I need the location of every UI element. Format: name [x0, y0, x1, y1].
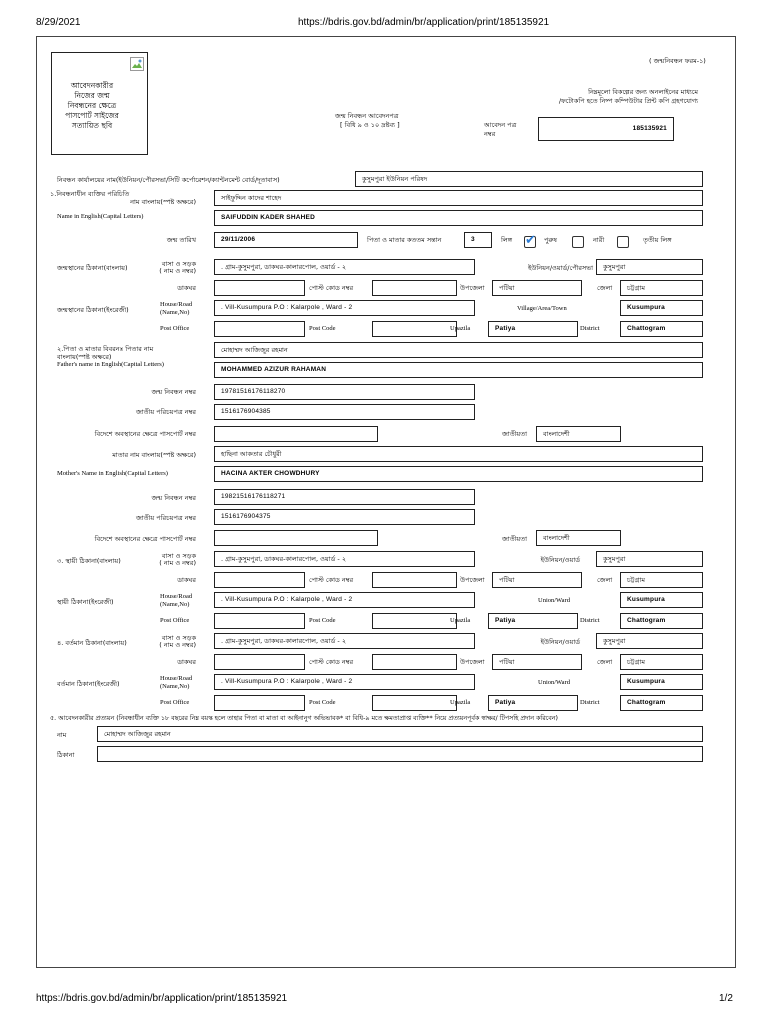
online-note-1: নিম্নমূলো বিকল্পের জন্য অনলাইনের মাধ্যমে [588, 88, 698, 96]
father-passport-label: বিদেশে অবস্থানের ক্ষেত্রে পাসপোর্ট নম্বর [94, 430, 196, 438]
birth-upazila-bn-label: উপজেলা [460, 284, 485, 292]
perm-district-bn: চট্টগ্রাম [620, 572, 703, 588]
sex-third-checkbox[interactable] [617, 236, 629, 248]
perm-house-en: . Vill-Kusumpura P.O : Kalarpole , Ward - 2 [214, 592, 475, 608]
pres-union-en: Kusumpura [620, 674, 703, 690]
perm-union-en-label: Union/Ward [538, 597, 570, 604]
father-brn: 19781516176118270 [214, 384, 475, 400]
birth-postcode-en-label: Post Code [309, 325, 336, 332]
sex-male-label: পুরুষ [544, 236, 557, 244]
father-nid-label: জাতীয় পরিচয়পত্র নম্বর [135, 408, 196, 416]
perm-union-bn: কুসুমপুরা [596, 551, 703, 567]
pres-house-bn: . গ্রাম-কুসুমপুরা, ডাকঘর-কালারপোল, ওয়ার্ড - ২ [214, 633, 475, 649]
mother-passport-label: বিদেশে অবস্থানের ক্ষেত্রে পাসপোর্ট নম্বর [94, 535, 196, 543]
applicant-address-label: ঠিকানা [57, 751, 75, 759]
permanent-en-label: স্থায়ী ঠিকানা(ইংরেজী) [57, 598, 114, 606]
child-order-label: পিতা ও মাতার কততম সন্তান [367, 236, 442, 244]
pres-upazila-en-label: Upazila [450, 699, 471, 706]
present-en-label: বর্তমান ঠিকানা(ইংরেজী) [57, 680, 120, 688]
father-passport [214, 426, 378, 442]
pres-house-en-label-1: House/Road [160, 675, 193, 682]
father-brn-label: জন্ম নিবন্ধন নম্বর [151, 388, 196, 396]
birth-village-en: Kusumpura [620, 300, 703, 316]
perm-po-bn [214, 572, 305, 588]
birth-village-en-label: Village/Area/Town [517, 305, 567, 312]
present-bn-label: ৪. বর্তমান ঠিকানা(বাংলায়) [57, 639, 127, 647]
office-value: কুসুমপুরা ইউনিয়ন পরিষদ [355, 171, 703, 187]
birth-place-bn-label: জন্মস্থানের ঠিকানা(বাংলায়) [57, 264, 128, 272]
perm-postcode-en [372, 613, 457, 629]
perm-upazila-bn: পটিয়া [492, 572, 582, 588]
birth-postcode-en [372, 321, 457, 337]
birth-po-en [214, 321, 305, 337]
father-section-label-2: বাংলায়(স্পষ্ট অক্ষরে) [57, 353, 112, 361]
form-number: ( জন্মনিবন্ধন ফরম-১) [649, 57, 706, 65]
pres-postcode-bn-label: পোস্ট কোড নম্বর [309, 658, 354, 666]
birth-house-bn-label-2: ( নাম ও নম্বর) [159, 267, 196, 275]
perm-postcode-bn [372, 572, 457, 588]
perm-postcode-bn-label: পোস্ট কোড নম্বর [309, 576, 354, 584]
birth-upazila-en: Patiya [488, 321, 578, 337]
perm-district-bn-label: জেলা [597, 576, 613, 584]
pres-postcode-en [372, 695, 457, 711]
mother-name-bn: হাছিনা আকতার চৌধুরী [214, 446, 703, 462]
perm-house-bn-label-1: বাসা ও সড়ক [161, 552, 196, 560]
form-rule: [ বিধি ৯ ও ১০ দ্রষ্টব্য ] [340, 121, 400, 129]
birth-upazila-bn: পটিয়া [492, 280, 582, 296]
dob-label: জন্ম তারিখ [166, 236, 196, 244]
mother-nationality-label: জাতীয়তা [502, 535, 528, 543]
online-note-2: /ফটোকপি হতে নিষ্প কম্পিউটার প্রিন্ট কপি গ্রহণযোগ্য [558, 97, 698, 105]
dob-value: 29/11/2006 [214, 232, 358, 248]
mother-nid-label: জাতীয় পরিচয়পত্র নম্বর [135, 514, 196, 522]
sex-third-label: তৃতীয় লিঙ্গ [643, 236, 672, 244]
birth-district-bn-label: জেলা [597, 284, 613, 292]
pres-upazila-en: Patiya [488, 695, 578, 711]
section-1-label: ১.নিবন্ধনাধীন ব্যক্তির পরিচিতি [50, 190, 130, 198]
pres-district-bn-label: জেলা [597, 658, 613, 666]
form-title: জন্ম নিবন্ধন আবেদনপত্র [335, 112, 399, 120]
perm-po-bn-label: ডাকঘর [177, 576, 196, 584]
sex-male-checkbox[interactable] [524, 233, 536, 248]
registrant-name-en: SAIFUDDIN KADER SHAHED [214, 210, 703, 226]
pres-upazila-bn: পটিয়া [492, 654, 582, 670]
print-url-header: https://bdris.gov.bd/admin/br/application/print/185135921 [298, 17, 550, 28]
perm-po-en [214, 613, 305, 629]
pres-district-en-label: District [580, 699, 600, 706]
print-url-footer: https://bdris.gov.bd/admin/br/application/print/185135921 [36, 993, 288, 1004]
perm-union-bn-label: ইউনিয়ন/ওয়ার্ড [540, 556, 580, 564]
registrant-name-bn: সাইফুদ্দিন কাদের শাহেদ [214, 190, 703, 206]
sex-female-checkbox[interactable] [572, 236, 584, 248]
birth-union-bn: কুসুমপুরা [596, 259, 703, 275]
birth-house-en-label-1: House/Road [160, 301, 193, 308]
pres-house-bn-label-2: ( নাম ও নম্বর) [159, 641, 196, 649]
app-no-label-1: আবেদন পত্র [484, 121, 517, 129]
birth-po-bn-label: ডাকঘর [177, 284, 196, 292]
birth-po-bn [214, 280, 305, 296]
birth-house-en: . Vill-Kusumpura P.O : Kalarpole , Ward - 2 [214, 300, 475, 316]
father-section-label-1: ২.পিতা ও মাতার বিবরনঃ পিতার নাম [57, 345, 154, 353]
pres-po-bn [214, 654, 305, 670]
birth-postcode-bn [372, 280, 457, 296]
pres-po-en-label: Post Office [160, 699, 190, 706]
name-bn-label: নাম বাংলায়(স্পষ্ট অক্ষরে) [130, 198, 196, 206]
applicant-name: মোহাম্মদ আজিজুর রহমান [97, 726, 703, 742]
pres-district-en: Chattogram [620, 695, 703, 711]
sex-label: লিঙ্গ [501, 236, 513, 244]
perm-district-en-label: District [580, 617, 600, 624]
permanent-bn-label: ৩. স্থায়ী ঠিকানা(বাংলায়) [57, 557, 121, 565]
pres-union-bn-label: ইউনিয়ন/ওয়ার্ড [540, 638, 580, 646]
child-order-value: 3 [464, 232, 492, 248]
pres-house-en-label-2: (Name,No) [160, 683, 190, 690]
father-nationality: বাংলাদেশী [536, 426, 621, 442]
pres-postcode-en-label: Post Code [309, 699, 336, 706]
sex-female-label: নারী [593, 236, 605, 244]
pres-district-bn: চট্টগ্রাম [620, 654, 703, 670]
birth-house-bn-label-1: বাসা ও সড়ক [161, 260, 196, 268]
perm-district-en: Chattogram [620, 613, 703, 629]
father-nationality-label: জাতীয়তা [502, 430, 528, 438]
perm-house-bn: . গ্রাম-কুসুমপুরা, ডাকঘর-কালারপোল, ওয়ার্ড - ২ [214, 551, 475, 567]
birth-district-en: Chattogram [620, 321, 703, 337]
application-number: 185135921 [538, 117, 674, 141]
mother-brn-label: জন্ম নিবন্ধন নম্বর [151, 494, 196, 502]
birth-union-bn-label: ইউনিয়ন/ওয়ার্ড/পৌরসভা [527, 264, 593, 272]
father-name-en: MOHAMMED AZIZUR RAHAMAN [214, 362, 703, 378]
birth-place-en-label: জন্মস্থানের ঠিকানা(ইংরেজী) [57, 306, 129, 314]
birth-district-bn: চট্টগ্রাম [620, 280, 703, 296]
photo-box [51, 52, 148, 155]
perm-postcode-en-label: Post Code [309, 617, 336, 624]
perm-upazila-bn-label: উপজেলা [460, 576, 485, 584]
perm-upazila-en-label: Upazila [450, 617, 471, 624]
pres-house-bn-label-1: বাসা ও সড়ক [161, 634, 196, 642]
applicant-section-label: ৫. আবেদনকারীর প্রত্যয়ন (নিবন্ধাধীন ব্যক্তি ১৮ বছরের নিম্ন বয়স্ক হলে তাহার পিতা বা মাতা বা আইনানুগ অভিভাবক* বা বিধি-৯ মতে ক্ষমতাপ্রাপ্ত ব্যক্তি** নিয়ে প্রত্যয়নপূর্বক স্বাক্ষর/ টিপসহি প্রদান করিবেন) [50, 715, 558, 722]
pres-upazila-bn-label: উপজেলা [460, 658, 485, 666]
mother-name-bn-label: মাতার নাম বাংলায়(স্পষ্ট অক্ষরে) [112, 451, 196, 459]
perm-house-en-label-2: (Name,No) [160, 601, 190, 608]
birth-po-en-label: Post Office [160, 325, 190, 332]
father-name-bn: মোহাম্মদ আজিজুর রহমান [214, 342, 703, 358]
pres-house-en: . Vill-Kusumpura P.O : Kalarpole , Ward - 2 [214, 674, 475, 690]
birth-upazila-en-label: Upazila [450, 325, 471, 332]
mother-passport [214, 530, 378, 546]
pres-union-en-label: Union/Ward [538, 679, 570, 686]
pres-po-en [214, 695, 305, 711]
print-date: 8/29/2021 [36, 17, 81, 28]
father-nid: 1516176904385 [214, 404, 475, 420]
perm-house-bn-label-2: ( নাম ও নম্বর) [159, 559, 196, 567]
perm-po-en-label: Post Office [160, 617, 190, 624]
birth-postcode-bn-label: পোস্ট কোড নম্বর [309, 284, 354, 292]
birth-district-en-label: District [580, 325, 600, 332]
pres-po-bn-label: ডাকঘর [177, 658, 196, 666]
mother-nationality: বাংলাদেশী [536, 530, 621, 546]
perm-union-en: Kusumpura [620, 592, 703, 608]
birth-house-en-label-2: (Name,No) [160, 309, 190, 316]
pres-union-bn: কুসুমপুরা [596, 633, 703, 649]
broken-image-icon [130, 56, 144, 70]
checkmark-icon: ✔ [525, 233, 536, 248]
perm-upazila-en: Patiya [488, 613, 578, 629]
name-en-label: Name in English(Capital Letters) [57, 213, 144, 220]
app-no-label-2: নম্বর [484, 130, 496, 138]
office-label: নিবন্ধন কার্যালয়ের নাম(ইউনিয়ন/পৌরসভা/সিটি কর্পোরেশন/ক্যান্টনমেন্ট বোর্ড/দূতাবাস) [57, 176, 280, 184]
applicant-name-label: নাম [57, 731, 67, 739]
mother-name-en-label: Mother's Name in English(Capital Letters) [57, 470, 168, 477]
print-page-number: 1/2 [719, 993, 733, 1004]
applicant-address [97, 746, 703, 762]
photo-caption: আবেদনকারীর নিজের জন্ম নিবন্ধনের ক্ষেত্রে পাসপোর্ট সাইজের সত্যায়িত ছবি [65, 81, 119, 130]
perm-house-en-label-1: House/Road [160, 593, 193, 600]
birth-house-bn: . গ্রাম-কুসুমপুরা, ডাকঘর-কালারপোল, ওয়ার্ড - ২ [214, 259, 475, 275]
mother-name-en: HACINA AKTER CHOWDHURY [214, 466, 703, 482]
mother-nid: 1516176904375 [214, 509, 475, 525]
mother-brn: 19821516176118271 [214, 489, 475, 505]
pres-postcode-bn [372, 654, 457, 670]
father-name-en-label: Father's name in English(Capital Letters) [57, 361, 164, 368]
